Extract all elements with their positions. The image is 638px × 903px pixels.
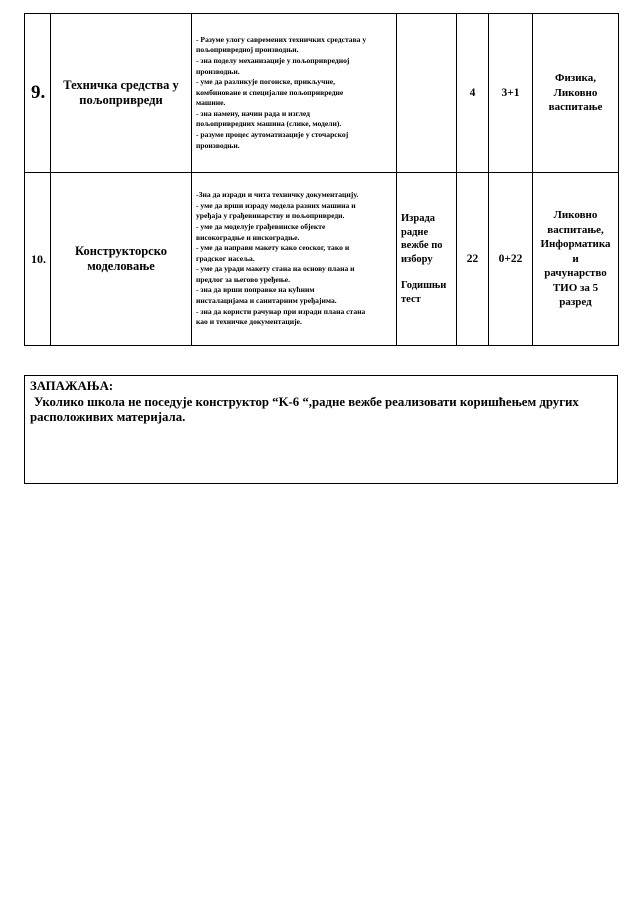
notes-title: ЗАПАЖАЊА:: [30, 379, 114, 393]
outcome-line: високоградње и нискоградње.: [196, 232, 300, 242]
topic-line: моделовање: [87, 259, 155, 273]
topic-cell: [51, 173, 192, 346]
correlation-line: Физика,: [555, 72, 596, 85]
outcome-line: градског насеља.: [196, 253, 255, 263]
outcomes-cell: [192, 173, 397, 346]
outcome-line: - уме да направи макету како сеоског, тако и: [196, 243, 350, 253]
outcome-line: - зна намену, начин рада и изглед: [196, 108, 310, 118]
outcome-line: - зна поделу механизације у пољопривредној: [196, 55, 350, 65]
outcome-line: инсталацијама и санитарним уређајима.: [196, 296, 337, 306]
table-row-9: [25, 14, 619, 173]
outcome-line: као и техничке документације.: [196, 317, 302, 327]
notes-box: [24, 375, 618, 484]
ratio-cell: 3+1: [489, 14, 533, 173]
outcome-line: пољопривредној производњи.: [196, 45, 299, 55]
outcomes-cell: [192, 14, 397, 173]
work-type-line: избору: [401, 253, 433, 265]
correlation-line: и: [572, 252, 579, 265]
topic-line: Техничка средства у: [63, 78, 179, 92]
outcome-line: комбиноване и специјалне пољопривредне: [196, 87, 344, 97]
curriculum-table: [24, 13, 619, 346]
topic-line: пољопривреди: [79, 93, 163, 107]
outcome-line: - разуме процес аутоматизације у сточарској: [196, 130, 349, 140]
outcome-line: - зна да користи рачунар при изради плана стана: [196, 306, 366, 316]
work-type-line: вежбе по: [401, 240, 443, 251]
outcome-line: производњи.: [196, 140, 240, 150]
work-type-cell: [397, 173, 457, 346]
outcome-line: - уме да врши израду модела разних машина и: [196, 200, 356, 210]
correlation-line: васпитање,: [547, 223, 604, 236]
notes-text: Уколико школа не поседује конструктор “K-6 “,радне вежбе реализовати коришћењем других расположивих материјала.: [30, 394, 579, 424]
hours-cell: 4: [457, 14, 489, 173]
work-type-cell: [397, 14, 457, 173]
outcome-line: - уме да уради макету стана на основу плана и: [196, 264, 355, 274]
hours-cell: 22: [457, 173, 489, 346]
correlation-line: васпитање: [548, 101, 603, 114]
annual-test-label: Годишњи тест: [401, 280, 447, 305]
work-type-line: радне: [401, 226, 429, 238]
topic-cell: [51, 14, 192, 173]
correlation-cell: [533, 173, 619, 346]
row-number: 9.: [25, 14, 51, 173]
outcome-line: уређаја у грађевинарству и пољопривреди.: [196, 211, 345, 221]
row-number: 10.: [25, 173, 51, 346]
outcome-line: - зна да врши поправке на кућним: [196, 285, 315, 295]
outcome-line: - уме да разликује погонске, прикључне,: [196, 77, 335, 87]
outcome-line: производњи.: [196, 66, 240, 76]
correlation-line: разред: [559, 296, 592, 309]
outcome-line: предлог за његово уређење.: [196, 274, 291, 284]
outcome-line: - уме да моделује грађевинске објекте: [196, 221, 326, 231]
outcome-line: -Зна да изради и чита техничку документацију.: [196, 190, 359, 200]
work-type-line: Израда: [401, 213, 436, 224]
correlation-cell: [533, 14, 619, 173]
correlation-line: Ликовно: [553, 86, 598, 99]
correlation-line: Ликовно: [553, 209, 598, 222]
spacer: [401, 266, 452, 279]
correlation-line: рачунарство: [544, 267, 607, 280]
outcome-line: пољопривредних машина (слике, модели).: [196, 119, 342, 129]
outcome-line: машине.: [196, 98, 226, 108]
ratio-cell: 0+22: [489, 173, 533, 346]
correlation-line: ТИО за 5: [552, 281, 599, 294]
outcome-line: - Разуме улогу савремених техничких средстава у: [196, 34, 367, 44]
table-row-10: [25, 173, 619, 346]
topic-line: Конструкторско: [75, 244, 167, 258]
correlation-line: Информатика: [540, 238, 611, 251]
